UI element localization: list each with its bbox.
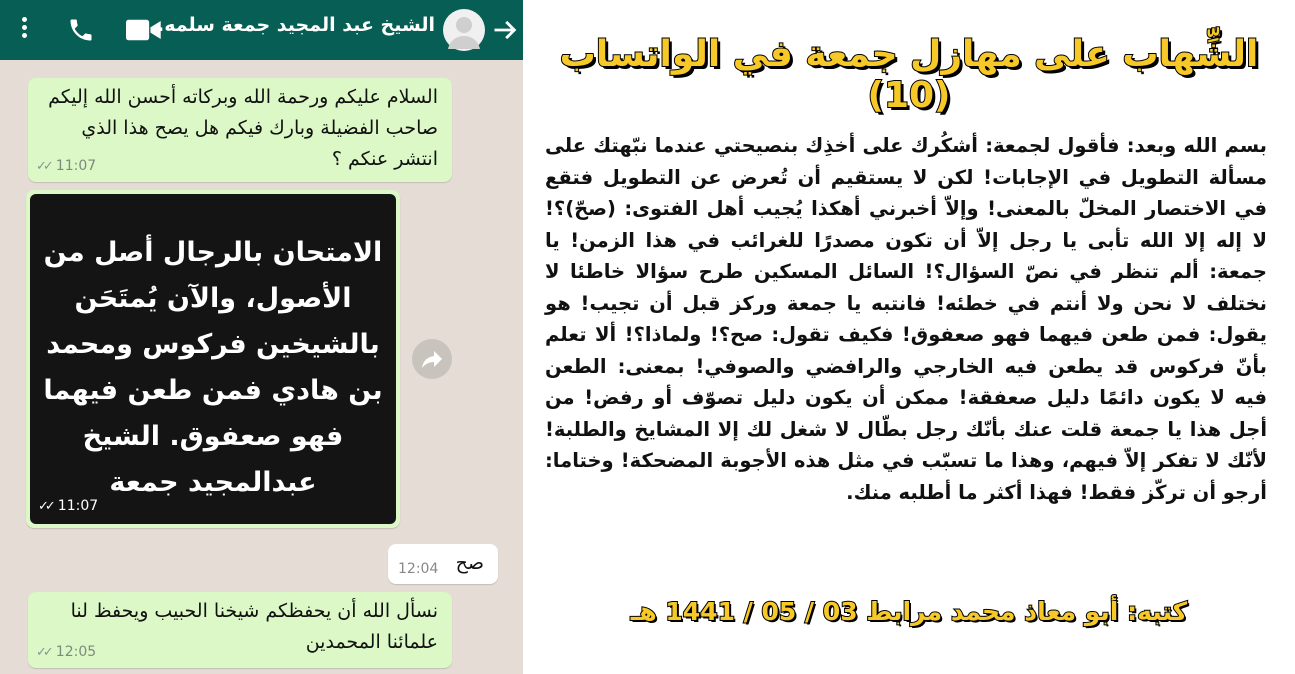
message-time: 12:04 (398, 561, 439, 577)
forward-button[interactable] (412, 339, 452, 379)
message-time: 11:07 (55, 158, 97, 174)
phone-icon[interactable] (66, 16, 96, 44)
incoming-message[interactable] (388, 544, 498, 584)
outgoing-message[interactable] (28, 592, 452, 668)
chat-header (0, 0, 523, 60)
whatsapp-chat-screenshot (0, 0, 523, 674)
image-caption-text: الامتحان بالرجال أصل من الأصول، والآن يُمتَحَن بالشيخين فركوس ومحمد بن هادي فمن طعن فيهما فهو صعفوق. الشيخ عبدالمجيد جمعة (43, 237, 383, 498)
message-time: 12:05 (55, 644, 97, 660)
avatar[interactable] (443, 9, 485, 51)
double-check-icon: ✓✓ (36, 158, 50, 174)
article-signature: كتبه: أبو معاذ محمد مرابط 03 / 05 / 1441 هـ (630, 597, 1188, 626)
message-text: نسأل الله أن يحفظكم شيخنا الحبيب ويحفظ لنا علمائنا المحمدين (70, 600, 438, 653)
message-time: 11:07 (57, 498, 99, 514)
back-arrow-icon[interactable] (491, 16, 519, 44)
double-check-icon: ✓✓ (38, 498, 52, 514)
message-meta (398, 561, 438, 577)
message-text: السلام عليكم ورحمة الله وبركاته أحسن الله إليكم صاحب الفضيلة وبارك فيكم هل يصح هذا الذي انتشر عنكم ؟ (48, 86, 438, 170)
forward-icon (412, 339, 452, 379)
message-meta (36, 644, 96, 660)
double-check-icon: ✓✓ (36, 644, 50, 660)
image-message[interactable] (26, 190, 400, 528)
message-meta (38, 498, 98, 514)
message-text: صح (455, 552, 484, 574)
message-meta (36, 158, 96, 174)
more-vert-icon[interactable] (16, 14, 32, 44)
article-title: الشِّهاب على مهازل جمعة في الواتساب (10) (559, 34, 1259, 116)
article-body: بسم الله وبعد: فأقول لجمعة: أشكُرك على أخذِك بنصيحتي عندما نبّهتك على مسألة التطويل في الإجابات! لكن لا يستقيم أن تُعرض عن التطويل فتقع في الاختصار المخلّ بالمعنى! وإلاّ أخبرني أهكذا يُجيب أهل الفتوى: (صحّ)؟! لا إله إلا الله تأبى يا رجل إلاّ أن تكون مصدرًا للغرائب في هذا الزمن! يا جمعة: ألم تنظر في نصّ السؤال؟! السائل المسكين طرح سؤالا خاطئا لا نختلف لا نحن ولا أنتم في خطئه! فانتبه يا جمعة وركز قبل أن تجيب! هو يقول: فمن طعن فيهما فهو صعفوق! فكيف تقول: صح؟! ولماذا؟! ألا تعلم بأنّ فركوس قد يطعن فيه الخارجي والرافضي والصوفي! بمعنى: الطعن فيه لا يكون دائمًا دليل صعفقة! ممكن أن يكون دليل تصوّف أو رفض! من أجل هذا يا جمعة قلت عنك بأنّك رجل بطّال لا شغل لك إلا المشايخ والطلبة! لأنّك لا تفكر إلاّ فيهم، وهذا ما تسبّب في مثل هذه الأجوبة المضحكة! وختاما: أرجو أن تركّز فقط! فهذا أكثر ما أطلبه منك. (545, 134, 1267, 504)
outgoing-message[interactable] (28, 78, 452, 182)
quoted-image[interactable] (30, 194, 396, 524)
chat-title[interactable]: الشيخ عبد المجيد جمعة سلمه... (142, 14, 435, 36)
avatar-icon (443, 9, 485, 51)
article-panel (523, 0, 1295, 674)
